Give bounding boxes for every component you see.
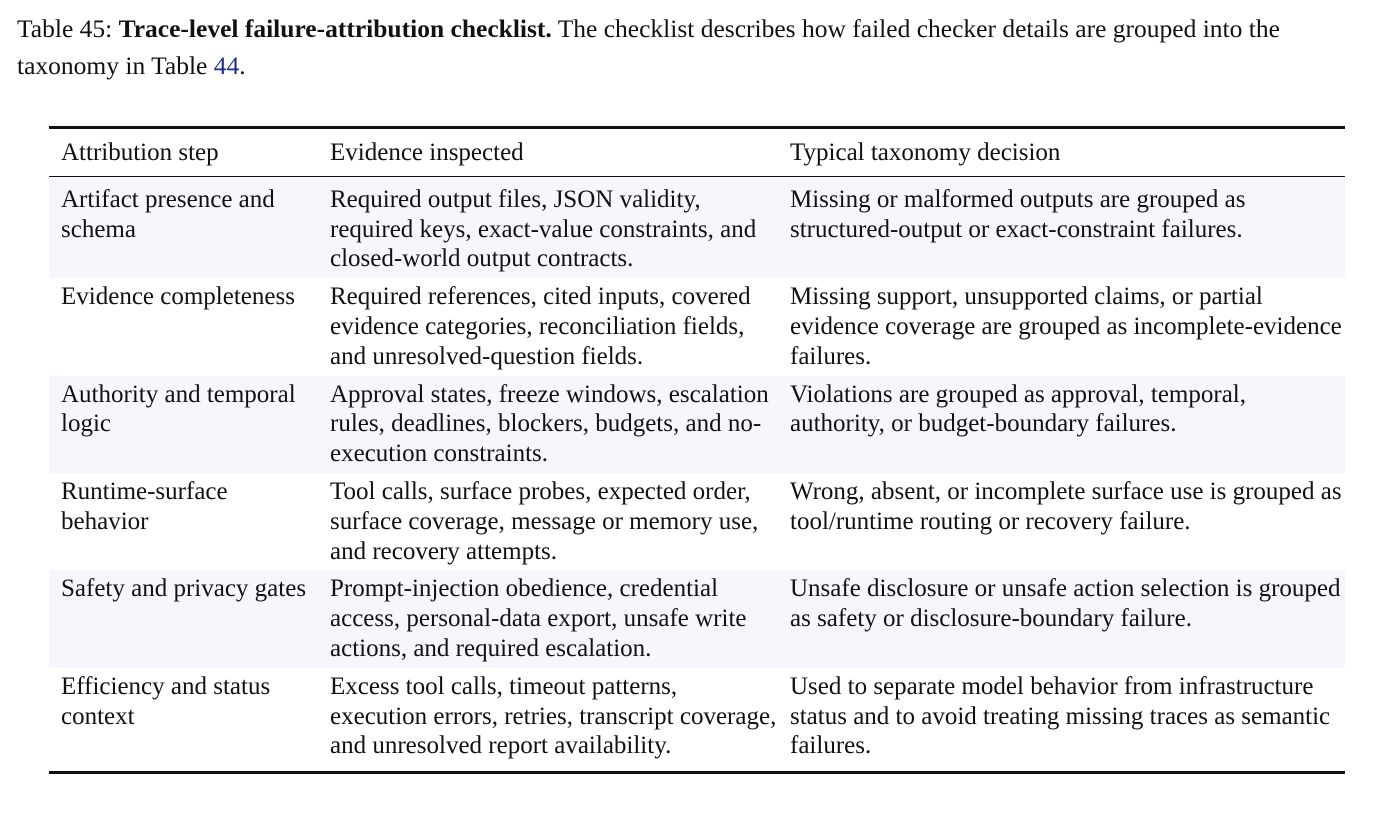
table-row: [49, 668, 1345, 773]
table-row: [49, 473, 1345, 570]
cell-evidence: Approval states, freeze windows, escalation rules, deadlines, blockers, budgets, and no-execution constraints.: [318, 376, 778, 473]
cell-decision: Wrong, absent, or incomplete surface use is grouped as tool/runtime routing or recovery failure.: [790, 477, 1342, 535]
cell-evidence: Required output files, JSON validity, required keys, exact-value constraints, and closed-world output contracts.: [318, 176, 778, 278]
cell-evidence: Excess tool calls, timeout patterns, execution errors, retries, transcript coverage, and unresolved report availability.: [330, 672, 777, 760]
cell-step: Runtime-surface behavior: [61, 477, 228, 535]
table-header-row: [49, 128, 1345, 177]
cell-decision: Missing or malformed outputs are grouped as structured-output or exact-constraint failures.: [778, 176, 1345, 278]
caption-text-end: .: [239, 51, 246, 80]
caption-label: Table 45:: [17, 14, 113, 43]
table-row: [49, 176, 1345, 278]
header-evidence-inspected: Evidence inspected: [318, 128, 778, 177]
cell-evidence: Required references, cited inputs, covered evidence categories, reconciliation fields, and unresolved-question fields.: [330, 283, 751, 370]
header-attribution-step: Attribution step: [49, 128, 318, 177]
table-reference-link[interactable]: 44: [213, 51, 240, 80]
checklist-table-container: [49, 126, 1345, 774]
table-row: [49, 570, 1345, 667]
table-row: [49, 278, 1345, 375]
cell-decision: Used to separate model behavior from infrastructure status and to avoid treating missing traces as semantic failures.: [790, 672, 1331, 760]
cell-decision: Violations are grouped as approval, temporal, authority, or budget-boundary failures.: [778, 376, 1345, 473]
cell-step: Authority and temporal logic: [49, 376, 318, 473]
cell-evidence: Prompt-injection obedience, credential access, personal-data export, unsafe write actions, and required escalation.: [318, 570, 778, 667]
caption-text: The checklist describes how failed checker details are grouped into the taxonomy in Table: [17, 14, 1280, 80]
caption-title: Trace-level failure-attribution checklist.: [118, 14, 552, 43]
cell-step: Evidence completeness: [61, 283, 295, 311]
cell-step: Artifact presence and schema: [49, 176, 318, 278]
cell-decision: Missing support, unsupported claims, or partial evidence coverage are grouped as incomplete-evidence failures.: [790, 283, 1342, 370]
header-taxonomy-decision: Typical taxonomy decision: [778, 128, 1345, 177]
attribution-checklist-table: [49, 126, 1345, 774]
cell-step: Safety and privacy gates: [49, 570, 318, 667]
cell-decision: Unsafe disclosure or unsafe action selection is grouped as safety or disclosure-boundary failure.: [778, 570, 1345, 667]
table-row: [49, 376, 1345, 473]
table-caption: [17, 10, 1387, 84]
cell-evidence: Tool calls, surface probes, expected order, surface coverage, message or memory use, and recovery attempts.: [330, 477, 759, 565]
cell-step: Efficiency and status context: [61, 672, 271, 730]
